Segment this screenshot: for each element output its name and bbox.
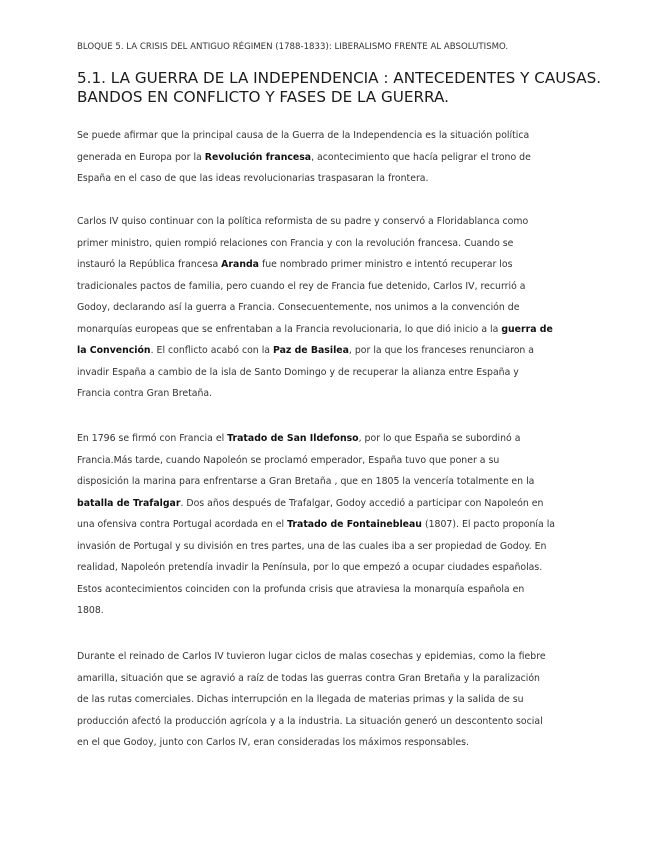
bold-term: Tratado de San Ildefonso [227, 433, 359, 444]
paragraph-line: disposición la marina para enfrentarse a Gran Bretaña , que en 1805 la vencería totalmente en la [77, 476, 535, 487]
paragraph-line: de las rutas comerciales. Dichas interrupción en la llegada de materias primas y la salida de su [77, 694, 524, 705]
paragraph-line: Carlos IV quiso continuar con la política reformista de su padre y conservó a Floridablanca como [77, 216, 529, 227]
paragraph-line: realidad, Napoleón pretendía invadir la Península, por lo que empezó a ocupar ciudades españolas. [77, 562, 543, 573]
paragraph-carlos-iv [77, 211, 582, 405]
section-title [77, 69, 602, 107]
bold-term: guerra de [501, 323, 553, 335]
paragraph-line: Se puede afirmar que la principal causa de la Guerra de la Independencia es la situación política [77, 130, 530, 141]
paragraph-line: 1808. [77, 605, 104, 616]
paragraph-line: batalla de Trafalgar. Dos años después de Trafalgar, Godoy accedió a participar con Napoleón en [77, 497, 544, 509]
paragraph-line: En 1796 se firmó con Francia el Tratado de San Ildefonso, por lo que España se subordinó a [77, 433, 521, 444]
paragraph-line: en el que Godoy, junto con Carlos IV, eran consideradas los máximos responsables. [77, 737, 469, 748]
bold-term: Tratado de Fontainebleau [287, 519, 422, 530]
paragraph-line: tradicionales pactos de familia, pero cuando el rey de Francia fue detenido, Carlos IV, recurrió a [77, 280, 526, 292]
bold-term: la Convención [77, 345, 151, 356]
paragraph-line: una ofensiva contra Portugal acordada en el Tratado de Fontainebleau (1807). El pacto proponía la [77, 519, 556, 530]
paragraph-causes [77, 125, 582, 190]
paragraph-line: Estos acontecimientos coinciden con la profunda crisis que atraviesa la monarquía española en [77, 583, 525, 595]
paragraph-line: España en el caso de que las ideas revolucionarias traspasaran la frontera. [77, 173, 429, 184]
bold-term: Revolución francesa [204, 151, 312, 163]
paragraph-line: amarilla, situación que se agravió a raíz de todas las guerras contra Gran Bretaña y la paralización [77, 672, 540, 684]
paragraph-san-ildefonso [77, 428, 582, 622]
paragraph-line: producción afectó la producción agrícola y a la industria. La situación generó un descontento social [77, 715, 543, 727]
paragraph-line: Durante el reinado de Carlos IV tuvieron lugar ciclos de malas cosechas y epidemias, como la fiebre [77, 651, 546, 662]
paragraph-line: generada en Europa por la Revolución francesa, acontecimiento que hacía peligrar el trono de [77, 151, 531, 163]
section-title-line-1: 5.1. LA GUERRA DE LA INDEPENDENCIA : ANTECEDENTES Y CAUSAS. [77, 69, 602, 87]
paragraph-line: Godoy, declarando así la guerra a Francia. Consecuentemente, nos unimos a la convención de [77, 302, 520, 313]
paragraph-line: primer ministro, quien rompió relaciones con Francia y con la revolución francesa. Cuando se [77, 237, 514, 249]
section-title-line-2: BANDOS EN CONFLICTO Y FASES DE LA GUERRA. [77, 88, 449, 106]
paragraph-line: instauró la República francesa Aranda fue nombrado primer ministro e intentó recuperar los [77, 259, 513, 270]
paragraph-line: la Convención. El conflicto acabó con la Paz de Basilea, por la que los franceses renunciaron a [77, 345, 535, 356]
paragraph-line: monarquías europeas que se enfrentaban a la Francia revolucionaria, lo que dió inicio a la guerra de [77, 323, 553, 335]
paragraph-line: Francia.Más tarde, cuando Napoleón se proclamó emperador, España tuvo que poner a su [77, 454, 500, 466]
paragraph-line: Francia contra Gran Bretaña. [77, 388, 213, 399]
paragraph-line: invadir España a cambio de la isla de Santo Domingo y de recuperar la alianza entre España y [77, 366, 519, 378]
running-header: BLOQUE 5. LA CRISIS DEL ANTIGUO RÉGIMEN (1788-1833): LIBERALISMO FRENTE AL ABSOLUTISMO. [77, 42, 509, 52]
bold-term: Paz de Basilea [273, 345, 349, 356]
paragraph-crisis [77, 646, 582, 754]
bold-term: batalla de Trafalgar [77, 497, 181, 509]
paragraph-line: invasión de Portugal y su división en tres partes, una de las cuales iba a ser propiedad de Godoy. En [77, 540, 547, 552]
bold-term: Aranda [221, 259, 259, 270]
